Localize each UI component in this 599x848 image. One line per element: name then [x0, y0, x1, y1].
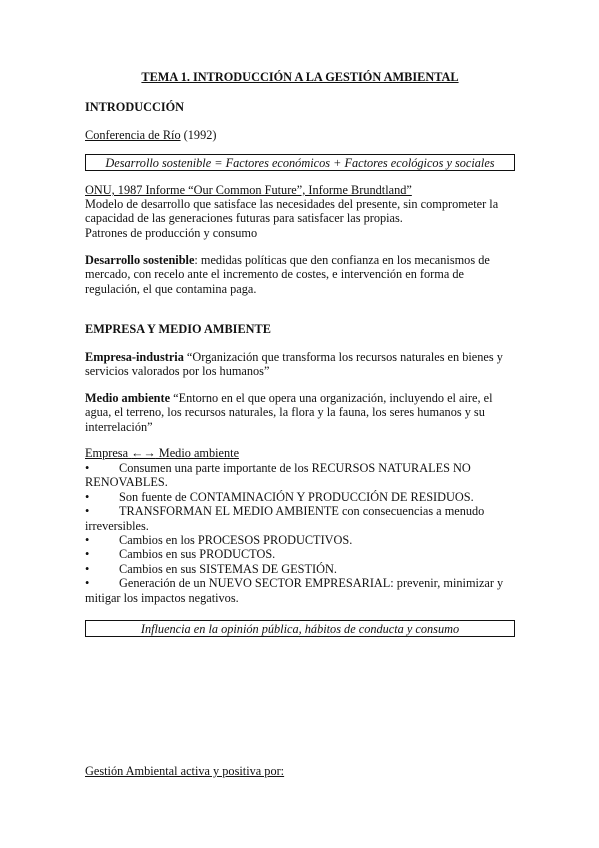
- conferencia-label: Conferencia de Río: [85, 128, 181, 142]
- list-item: [85, 504, 515, 533]
- onu-line: [85, 183, 515, 197]
- bullet-icon: •: [85, 489, 90, 504]
- bullet-icon: •: [85, 561, 90, 576]
- bullet-icon: •: [85, 547, 90, 562]
- section-heading-empresa: EMPRESA Y MEDIO AMBIENTE: [85, 322, 271, 336]
- relation-right: Medio ambiente: [155, 446, 240, 460]
- relation-heading: [85, 446, 239, 460]
- bullet-icon: •: [85, 504, 90, 519]
- definition-box: Desarrollo sostenible = Factores económicos + Factores ecológicos y sociales: [85, 154, 515, 171]
- conferencia-year: (1992): [180, 128, 217, 142]
- list-item: [85, 533, 515, 547]
- list-item: [85, 490, 515, 504]
- empresa-industria-paragraph: [85, 350, 515, 379]
- conferencia-line: [85, 128, 515, 142]
- impact-bullet-list: [85, 461, 515, 605]
- list-item: [85, 576, 515, 605]
- list-item: [85, 562, 515, 576]
- list-item-text: Cambios en sus PRODUCTOS.: [119, 547, 276, 562]
- modelo-paragraph: Modelo de desarrollo que satisface las necesidades del presente, sin comprometer la capacidad de las generaciones futuras para satisfacer las propias.: [85, 197, 499, 226]
- desarrollo-sostenible-term: Desarrollo sostenible: [85, 253, 195, 267]
- gestion-line: [85, 764, 515, 778]
- relation-line: [85, 446, 515, 460]
- document-title: TEMA 1. INTRODUCCIÓN A LA GESTIÓN AMBIENTAL: [141, 70, 459, 84]
- empresa-industria-term: Empresa-industria: [85, 350, 184, 364]
- list-item-text: Consumen una parte importante de los RECURSOS NATURALES NO RENOVABLES.: [85, 461, 471, 490]
- medio-ambiente-paragraph: [85, 391, 515, 434]
- gestion-heading: Gestión Ambiental activa y positiva por:: [85, 764, 285, 778]
- desarrollo-sostenible-text: : medidas políticas que den confianza en los mecanismos de mercado, con recelo ante el incremento de costes, e intervención en forma de regulación, el que contamina paga.: [85, 253, 490, 296]
- bullet-icon: •: [85, 533, 90, 548]
- relation-left: Empresa: [85, 446, 132, 460]
- list-item-text: Son fuente de CONTAMINACIÓN Y PRODUCCIÓN DE RESIDUOS.: [119, 489, 474, 504]
- bullet-icon: •: [85, 461, 90, 475]
- medio-ambiente-text: “Entorno en el que opera una organización, incluyendo el aire, el agua, el terreno, los recursos naturales, la flora y la fauna, los seres humanos y su interrelación”: [85, 391, 493, 434]
- list-item-text: Cambios en sus SISTEMAS DE GESTIÓN.: [119, 561, 337, 576]
- medio-ambiente-term: Medio ambiente: [85, 391, 171, 405]
- empresa-industria-text: “Organización que transforma los recursos naturales en bienes y servicios valorados por los humanos”: [85, 350, 503, 379]
- bullet-icon: •: [85, 576, 90, 591]
- double-arrow-icon: ←→: [131, 446, 156, 460]
- desarrollo-sostenible-paragraph: [85, 253, 515, 296]
- list-item: [85, 461, 515, 490]
- list-item-text: Cambios en los PROCESOS PRODUCTIVOS.: [119, 533, 353, 548]
- influence-box: Influencia en la opinión pública, hábitos de conducta y consumo: [85, 620, 515, 637]
- patrones-line: Patrones de producción y consumo: [85, 226, 258, 240]
- section-heading-introduccion: INTRODUCCIÓN: [85, 100, 185, 114]
- list-item-text: TRANSFORMAN EL MEDIO AMBIENTE con consecuencias a menudo irreversibles.: [85, 504, 485, 533]
- onu-reference: ONU, 1987 Informe “Our Common Future”, Informe Brundtland”: [85, 183, 412, 197]
- list-item: [85, 547, 515, 561]
- list-item-text: Generación de un NUEVO SECTOR EMPRESARIAL: prevenir, minimizar y mitigar los impactos negativos.: [85, 576, 504, 605]
